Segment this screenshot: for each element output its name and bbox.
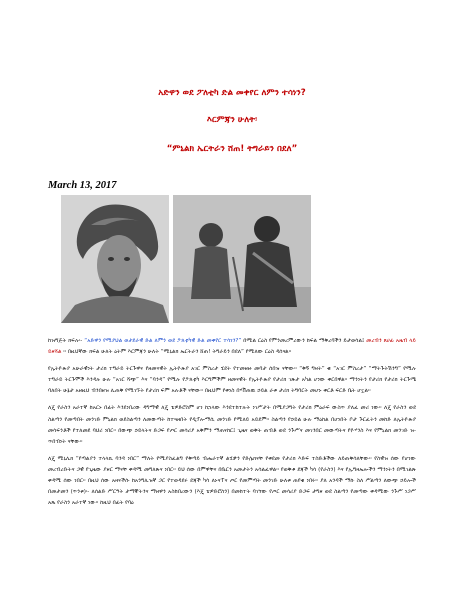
article-date: March 13, 2017 [48,180,117,191]
intro-prefix: ከዝግጅት ክፍሉ፡- [48,338,83,344]
body-paragraph-3: ለጄ ሚኒሊክ “የጣልያን ተላላኪ ባንዳ ነበር” ማለት የሚያስፈልግ የቅጣይ ብሔራተኛ ልሂቃን የድሌክናቸ የቀደመ የታሪክ እድፍ ተስድቶችው ለይጠቅሳለቸው፡፡ የስዊዝ ሰው የሆነው መረብረቡትና ጋዊ የጊዜው ያዞር ማናቸ ቀዳሚ መግለጽና ነበር፡፡ ይህ ሰው በምዋቸና በቤርን አመታትን አሳልፈዋል፡፡ የወቅቱ ደጃች ካሳ (የራስን) እና የኢግዛኤሎችን ማንነትን በሚገልጽ ቀዳሚ ሰው ነበር፡፡ በዚህ ሰው አዛናችሱ ከአንግሊዝኛ ጋር የተወዳደሩ ደጃች ካሳ ለኑናፐና ጦር የመምጣት መንገድ ሁለቱ ጠየቁ ነበሩ፡፡ ያለ አንዳች ማኩ ስለ ሥልጣን ለውጭ ኃይሎች በመታመን (ጥንቱ)፡- ለሰልድ ሥርዓት ታማኞትንና ማዘዋን አስከበረውን (እጄ ቴዎድሮስን) በመከተት ባገኘው የጦር መሳሪያ ድጋፍ ታግዞ ወደ ስልጣን የመጣው ቀዳሚው ንጉሥ ነጋሥ አጼ የራስን አራተኛ ነው፡፡ ከዚህ በፊት የባዕ [48,455,416,507]
historical-portrait-photo [61,195,169,323]
intro-text-end: ፡፡ በዚህኛው ክፍል ሁለት ዕትም እርምጃን ሁለት “ሚኒልክ ኤርትራን ሸጠ! ትግራይን በደለ” የሚለው ርዕስ ዳሰናል፡፡ [63,349,292,356]
body-paragraph-2: ለጄ የራስን አራተኛ ከአርኑ በፊት እንደነበረው ዳግማዊ ለጄ ቴዎድሮስም ሆነ ከኋላው እንደተከተሉት ነገሥታት በሚያጋግት የታሪክ ምዕራፍ ውስጥ ያለፈ መሪ ነው፡፡ ለጄ የራስን ወደ ስልጣን የመጣበት መንገድ ምኒልክ ወደስልጣን ለመውጣት ከተጓዘበት የዲፕሎማሲ መንገድ የሚለይ አይደም፡፡ ስልጣን የኃይል ሁሉ ማዕከል በሆነበት ቦታ ጉርፈትን መከድ ለኢትዮጵያ መሳፍንቶች የተለመደ ባህሪ ነበር፡፡ በውጭ ኃይላትና ድጋፍ የጦር መሳሪያ አቅምን ማጠናከር፤ ጊዜና ወቅት ጠብቶ ወደ ንጉሥና መገንበር መውጣትና የዮሃንስ እና የምኒልክ መንገድ ዝ-ጥበብነት ናቸው፡፡ [48,405,416,445]
intro-paragraph [48,336,416,358]
intro-text: በሚል ርዕስ የምንመረምረውን ከፍል ማቅረባችን ይታወሳል፤ [243,338,365,344]
article-heading: “ምኒልክ ኤርትራን ሸጠ! ትግራይን በደለ” [166,144,298,154]
article-title: አድዋን ወደ ፖለቲካ ድል መቀየር ለምን ተሳነን? [158,88,306,98]
article-body [48,336,416,515]
article-subtitle: እርምጃን ሁለት፡ [206,115,258,125]
title-block [0,88,464,171]
historical-group-photo [173,195,311,323]
intro-highlight: መረብን ጸሀፊ አዜብ ላይ ይዞሻል [48,338,416,356]
intro-link[interactable]: “አድዋን የሚያህል ወታደራዊ ድል ለምን ወደ ፖለቲካዊ ድል መቀየር ተሳነን?” [84,338,242,344]
body-paragraph-1: የኢትዮጵያ አሁራዊነት ታሪክ ተግራይ ትርጉዋና የዘመናዊት ኢትዮጵያ አገር ምስረታ ሂደት የተመዘዙ መባታ ሰበዝ ናቸው፡፡ “ቅኝ ግዛት” ቁ “አገር ምስረታ” “ማትጉትሽንግ” የሚሉ ተግራይ ትርጉሞች እንዳሉ ሁሉ “አገር ሻጭ” እና “ባንዳ” የሚሉ የፖለቲካ እርግምችም ዘመናዊት የኢትዮጵያ የታሪክ ገጽታ አካል ሆነው ቀርበዋል፡፡ ማንነትን የታሪክ የታሪክ ትርጉሜ ባለበት ሁኔታ አዘዚህ ብንበዘዝ ሊጠቅ የሚገኙት የታሪክ ፍም አሉቶች ናቸው፡፡ በዚህም የቀነስ በሃቨጠዉ ኃይል ራቱ ታሪክ ትግባርት መሆኑ ቀርቶ ፍርድ ቤት ሆኗል፡፡ [48,366,416,395]
